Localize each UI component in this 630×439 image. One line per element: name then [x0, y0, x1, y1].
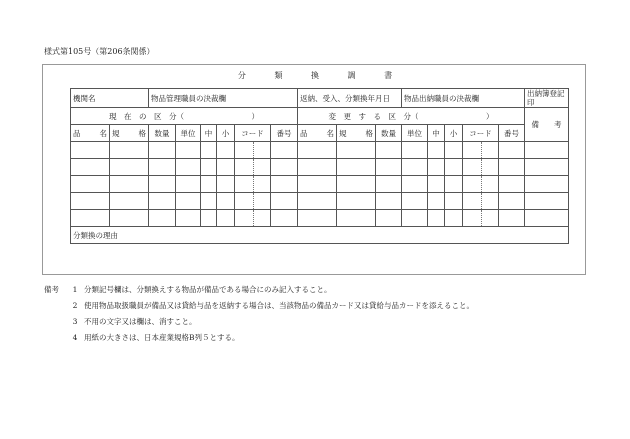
cell[interactable] — [271, 159, 298, 176]
cell[interactable] — [149, 176, 176, 193]
cell[interactable] — [337, 193, 376, 210]
cell[interactable] — [376, 159, 402, 176]
remarks-header: 備 考 — [525, 108, 569, 142]
cell[interactable] — [376, 142, 402, 159]
col-code: コード — [235, 125, 271, 142]
cell[interactable] — [271, 142, 298, 159]
cell[interactable] — [110, 176, 149, 193]
col-quantity: 数量 — [376, 125, 402, 142]
cell[interactable] — [463, 193, 499, 210]
ledger-seal-cell[interactable]: 出納簿登記印 — [525, 89, 569, 108]
cell[interactable] — [298, 142, 337, 159]
form-title — [0, 70, 630, 81]
cell[interactable] — [445, 193, 463, 210]
cell[interactable] — [499, 210, 525, 227]
remarks-cell[interactable] — [525, 210, 569, 227]
col-number: 番号 — [499, 125, 525, 142]
agency-name-cell[interactable]: 機関名 — [71, 89, 149, 108]
note-text: 分類記号欄は、分類換えする物品が備品である場合にのみ記入すること。 — [84, 285, 332, 294]
note-number: 4 — [72, 333, 78, 342]
cell[interactable] — [376, 176, 402, 193]
cell[interactable] — [499, 193, 525, 210]
col-unit: 単位 — [176, 125, 201, 142]
form-number: 様式第105号（第206条関係） — [44, 47, 155, 56]
cell[interactable] — [499, 176, 525, 193]
cell[interactable] — [176, 210, 201, 227]
cell[interactable] — [402, 193, 428, 210]
cell[interactable] — [176, 193, 201, 210]
cell[interactable] — [235, 159, 271, 176]
cell[interactable] — [445, 210, 463, 227]
cell[interactable] — [337, 176, 376, 193]
cell[interactable] — [110, 142, 149, 159]
table-row — [71, 176, 569, 193]
title-char: 書 — [384, 71, 393, 80]
col-quantity: 数量 — [149, 125, 176, 142]
cell[interactable] — [337, 159, 376, 176]
accounting-approval-cell[interactable]: 物品出納職員の決裁欄 — [402, 89, 525, 108]
col-small: 小 — [217, 125, 235, 142]
note-item — [44, 314, 474, 330]
cell[interactable] — [298, 193, 337, 210]
note-number: 2 — [72, 301, 78, 310]
changed-classification-header: 変 更 す る 区 分（ ） — [298, 108, 525, 125]
notes-label: 備考 — [44, 285, 59, 294]
cell[interactable] — [428, 193, 445, 210]
cell[interactable] — [376, 193, 402, 210]
cell[interactable] — [71, 210, 110, 227]
classification-table — [70, 88, 569, 244]
cell[interactable] — [337, 142, 376, 159]
cell[interactable] — [235, 176, 271, 193]
cell[interactable] — [201, 193, 217, 210]
note-text: 不用の文字又は欄は、消すこと。 — [84, 317, 197, 326]
remarks-cell[interactable] — [525, 193, 569, 210]
cell[interactable] — [176, 176, 201, 193]
cell[interactable] — [463, 142, 499, 159]
cell[interactable] — [428, 142, 445, 159]
return-date-cell[interactable]: 返納、受入、分類換年月日 — [298, 89, 402, 108]
title-char: 類 — [274, 71, 283, 80]
cell[interactable] — [235, 193, 271, 210]
reason-cell[interactable] — [71, 227, 569, 244]
table-row — [71, 193, 569, 210]
table-row — [71, 159, 569, 176]
cell[interactable] — [445, 176, 463, 193]
cell[interactable] — [298, 176, 337, 193]
cell[interactable] — [402, 176, 428, 193]
cell[interactable] — [217, 142, 235, 159]
cell[interactable] — [71, 159, 110, 176]
col-medium: 中 — [201, 125, 217, 142]
cell[interactable] — [298, 159, 337, 176]
cell[interactable] — [298, 210, 337, 227]
cell[interactable] — [149, 193, 176, 210]
note-number: 1 — [72, 285, 78, 294]
col-unit: 単位 — [402, 125, 428, 142]
cell[interactable] — [463, 210, 499, 227]
cell[interactable] — [217, 193, 235, 210]
col-item-name: 品 名 — [71, 125, 110, 142]
remarks-cell[interactable] — [525, 159, 569, 176]
col-item-name: 品 名 — [298, 125, 337, 142]
note-text: 使用物品取扱職員が備品又は貸給与品を返納する場合は、当該物品の備品カード又は貸給与品カードを添えること。 — [84, 301, 474, 310]
col-medium: 中 — [428, 125, 445, 142]
cell[interactable] — [463, 159, 499, 176]
cell[interactable] — [428, 176, 445, 193]
cell[interactable] — [110, 159, 149, 176]
manager-approval-cell[interactable]: 物品管理職員の決裁欄 — [149, 89, 298, 108]
remarks-cell[interactable] — [525, 142, 569, 159]
cell[interactable] — [402, 159, 428, 176]
cell[interactable] — [271, 193, 298, 210]
cell[interactable] — [71, 176, 110, 193]
col-spec: 規 格 — [110, 125, 149, 142]
cell[interactable] — [271, 176, 298, 193]
title-char: 換 — [311, 71, 319, 80]
cell[interactable] — [235, 142, 271, 159]
note-text: 用紙の大きさは、日本産業規格B列５とする。 — [84, 333, 240, 342]
cell[interactable] — [499, 159, 525, 176]
cell[interactable] — [445, 159, 463, 176]
cell[interactable] — [428, 159, 445, 176]
table-row — [71, 142, 569, 159]
cell[interactable] — [71, 142, 110, 159]
cell[interactable] — [235, 210, 271, 227]
cell[interactable] — [376, 210, 402, 227]
col-spec: 規 格 — [337, 125, 376, 142]
note-item — [44, 298, 474, 314]
cell[interactable] — [402, 210, 428, 227]
cell[interactable] — [445, 142, 463, 159]
cell[interactable] — [110, 210, 149, 227]
col-small: 小 — [445, 125, 463, 142]
cell[interactable] — [149, 142, 176, 159]
note-item — [44, 282, 474, 298]
cell[interactable] — [149, 210, 176, 227]
cell[interactable] — [201, 159, 217, 176]
title-char: 調 — [347, 71, 356, 80]
cell[interactable] — [110, 193, 149, 210]
cell[interactable] — [337, 210, 376, 227]
cell[interactable] — [217, 210, 235, 227]
cell[interactable] — [71, 193, 110, 210]
cell[interactable] — [271, 210, 298, 227]
notes-section — [44, 282, 474, 346]
cell[interactable] — [201, 176, 217, 193]
cell[interactable] — [217, 176, 235, 193]
cell[interactable] — [499, 142, 525, 159]
col-number: 番号 — [271, 125, 298, 142]
title-char: 分 — [237, 71, 246, 80]
note-item — [44, 330, 474, 346]
cell[interactable] — [463, 176, 499, 193]
reason-label: 分類換の理由 — [73, 230, 118, 240]
cell[interactable] — [201, 210, 217, 227]
col-code: コード — [463, 125, 499, 142]
cell[interactable] — [201, 142, 217, 159]
cell[interactable] — [217, 159, 235, 176]
remarks-cell[interactable] — [525, 176, 569, 193]
note-number: 3 — [72, 317, 78, 326]
cell[interactable] — [149, 159, 176, 176]
cell[interactable] — [428, 210, 445, 227]
current-classification-header: 現 在 の 区 分（ ） — [71, 108, 298, 125]
cell[interactable] — [176, 159, 201, 176]
cell[interactable] — [176, 142, 201, 159]
table-row — [71, 210, 569, 227]
cell[interactable] — [402, 142, 428, 159]
